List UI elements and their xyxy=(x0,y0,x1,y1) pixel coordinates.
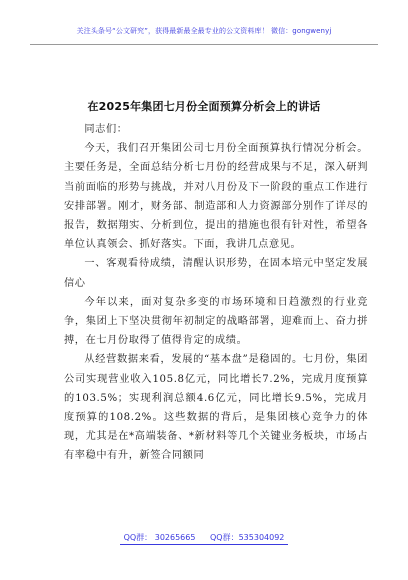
footer-qq-group-2: QQ群：535304092 xyxy=(210,533,285,542)
paragraph-intro: 今天，我们召开集团公司七月份全面预算执行情况分析会。主要任务是，全面总结分析七月份的经营成果与不足，深入研判当前面临的形势与挑战，并对八月份及下一阶段的重点工作进行安排部署。刚才，财务部、制造部和人力资源部分别作了详尽的报告，数据翔实、分析到位，提出的措施也很有针对性，希望各单位认真领会、抓好落实。下面，我讲几点意见。 xyxy=(64,143,368,251)
footer-underline xyxy=(120,544,288,545)
document-body xyxy=(64,120,368,466)
paragraph-data: 从经营数据来看，发展的“基本盘”是稳固的。七月份，集团公司实现营业收入105.8亿元，同比增长7.2%，完成月度预算的103.5%；实现利润总额4.6亿元，同比增长9.5%，完成月度预算的108.2%。这些数据的背后，是集团核心竞争力的体现，尤其是在*高端装备、*新材料等几个关键业务板块，市场占有率稳中有升，新签合同额同 xyxy=(64,354,368,462)
paragraph-overview: 今年以来，面对复杂多变的市场环境和日趋激烈的行业竞争，集团上下坚决贯彻年初制定的战略部署，迎难而上、奋力拼搏，在七月份取得了值得肯定的成绩。 xyxy=(64,296,368,347)
header-banner: 关注头条号“公文研究”，获得最新最全最专业的公文资料库！ 微信：gongwenyj xyxy=(76,27,332,35)
footer-qq-group-1: QQ群： 30265665 xyxy=(123,533,196,542)
footer-contact xyxy=(0,532,408,543)
greeting: 同志们： xyxy=(84,124,128,135)
header-divider xyxy=(30,44,378,45)
section-heading-1: 一、客观看待成绩，清醒认识形势，在固本培元中坚定发展信心 xyxy=(64,258,368,289)
document-title: 在2025年集团七月份全面预算分析会上的讲话 xyxy=(87,100,321,113)
